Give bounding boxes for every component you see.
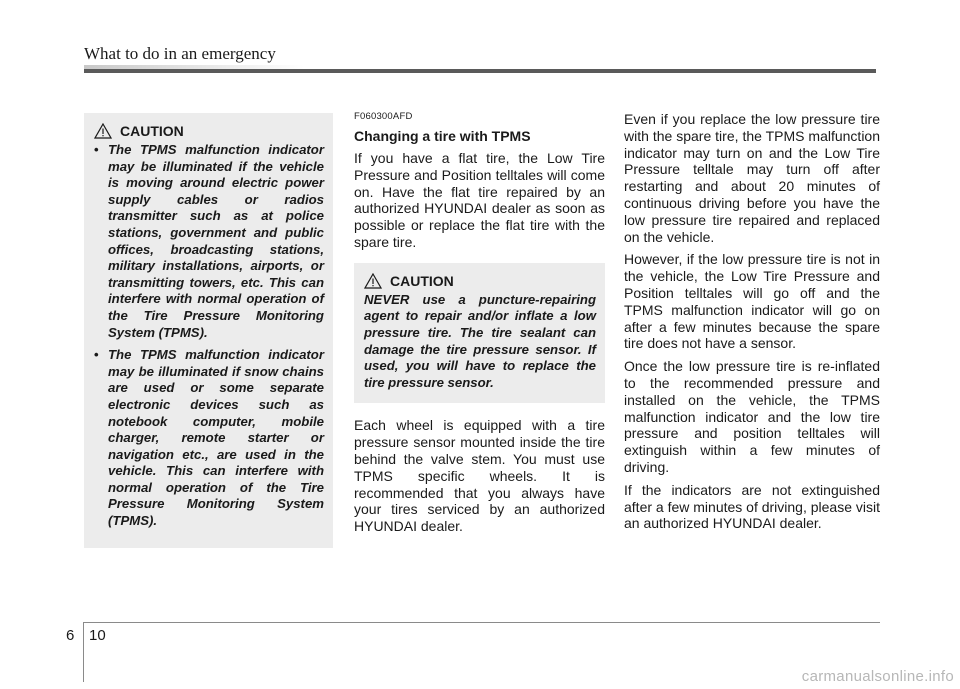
footer-rule — [83, 622, 880, 623]
column-right — [624, 111, 880, 538]
body-paragraph: Even if you replace the low pressure tire with the spare tire, the TPMS malfunction indicator may turn on and the Low Tire Pressure telltale may turn off after restarting and about 20 minutes of continuous driving before you have the low pressure tire repaired and replaced on the vehicle. — [624, 111, 880, 245]
section-title: Changing a tire with TPMS — [354, 128, 531, 144]
column-left — [84, 113, 333, 548]
column-middle — [354, 111, 605, 541]
caution-label: CAUTION — [390, 272, 454, 289]
caution-list — [94, 142, 324, 530]
body-paragraph: If you have a flat tire, the Low Tire Pressure and Position telltales will come on. Have the flat tire repaired by an authorized HYUNDAI dealer as soon as possible or replace the flat tire with the spare tire. — [354, 150, 605, 250]
caution-heading — [94, 123, 324, 139]
header-rule — [84, 69, 876, 73]
chapter-number: 6 — [66, 627, 75, 644]
caution-label: CAUTION — [120, 123, 184, 139]
caution-text: NEVER use a puncture-repairing agent to repair and/or inflate a low pressure tire. The tire sealant can damage the tire pressure sensor. If used, you will have to replace the tire pressure sensor. — [364, 291, 596, 390]
body-paragraph: If the indicators are not extinguished after a few minutes of driving, please visit an authorized HYUNDAI dealer. — [624, 481, 881, 532]
page-number: 10 — [89, 627, 106, 644]
footer-divider — [83, 622, 84, 682]
watermark: carmanualsonline.info — [801, 668, 954, 685]
page-header-title: What to do in an emergency — [84, 44, 276, 63]
section-code: F060300AFD — [354, 111, 413, 122]
body-paragraph: However, if the low pressure tire is not in the vehicle, the Low Tire Pressure and Position telltales will go off and the TPMS malfunction indicator will go on after a few minutes because the spare tire does not have a sensor. — [624, 251, 880, 352]
caution-item: • The TPMS malfunction indicator may be illuminated if the vehicle is moving around electric power supply cables or radios transmitter such as at police stations, government and public offices, broadcasting stations, military installations, airports, or transmitting towers, etc. This can interfere with normal operation of the Tire Pressure Monitoring System (TPMS). — [94, 142, 324, 341]
caution-heading — [364, 273, 596, 289]
warning-triangle-icon — [364, 273, 382, 289]
caution-box-tpms-interference — [84, 113, 333, 548]
warning-triangle-icon — [94, 123, 112, 139]
caution-item: • The TPMS malfunction indicator may be illuminated if snow chains are used or some separate electronic devices such as notebook computer, mobile charger, remote starter or navigation etc., are used in the vehicle. This can interfere with normal operation of the Tire Pressure Monitoring System (TPMS). — [94, 347, 324, 530]
body-paragraph: Each wheel is equipped with a tire pressure sensor mounted inside the tire behind the valve stem. You must use TPMS specific wheels. It is recommended that you always have your tires serviced by an authorized HYUNDAI dealer. — [354, 417, 605, 535]
body-paragraph: Once the low pressure tire is re-inflated to the recommended pressure and installed on the vehicle, the TPMS malfunction indicator and the low tire pressure and position telltales will extinguish within a few minutes of driving. — [624, 358, 880, 475]
caution-box-puncture-repair — [354, 263, 605, 404]
